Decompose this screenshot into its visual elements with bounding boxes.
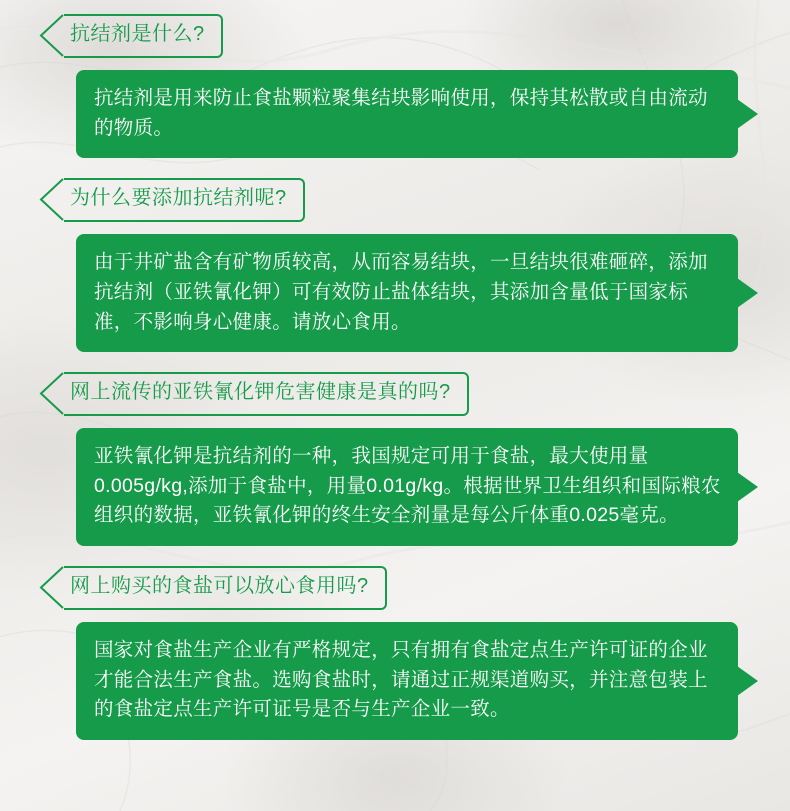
answer-text: 亚铁氰化钾是抗结剂的一种，我国规定可用于食盐，最大使用量0.005g/kg,添加于食盐中，用量0.01g/kg。根据世界卫生组织和国际粮农组织的数据，亚铁氰化钾的终生安全剂量是每公斤体重0.025毫克。	[94, 445, 721, 527]
question-bubble	[64, 372, 469, 416]
answer-bubble	[76, 234, 738, 352]
question-arrow-icon	[38, 14, 64, 58]
question-bubble	[64, 566, 387, 610]
question-text: 为什么要添加抗结剂呢?	[70, 187, 287, 210]
question-text: 网上购买的食盐可以放心食用吗?	[70, 575, 369, 597]
answer-arrow-icon	[738, 622, 760, 740]
question-row	[38, 178, 760, 222]
question-text: 网上流传的亚铁氰化钾危害健康是真的吗?	[70, 381, 451, 404]
answer-bubble	[76, 428, 738, 546]
question-arrow-icon	[38, 566, 64, 610]
faq-item	[38, 178, 760, 352]
answer-arrow-icon	[738, 70, 760, 158]
faq-item	[38, 566, 760, 740]
answer-text: 国家对食盐生产企业有严格规定，只有拥有食盐定点生产许可证的企业才能合法生产食盐。选购食盐时，请通过正规渠道购买，并注意包装上的食盐定点生产许可证号是否与生产企业一致。	[94, 639, 708, 721]
question-row	[38, 14, 760, 58]
answer-row	[76, 234, 760, 352]
question-arrow-icon	[38, 372, 64, 416]
question-arrow-icon	[38, 178, 64, 222]
question-bubble	[64, 178, 305, 222]
question-row	[38, 372, 760, 416]
answer-bubble	[76, 70, 738, 158]
answer-row	[76, 428, 760, 546]
answer-arrow-icon	[738, 428, 760, 546]
answer-row	[76, 70, 760, 158]
answer-bubble	[76, 622, 738, 740]
question-bubble	[64, 14, 223, 58]
faq-item	[38, 14, 760, 158]
answer-arrow-icon	[738, 234, 760, 352]
faq-item	[38, 372, 760, 546]
answer-row	[76, 622, 760, 740]
question-row	[38, 566, 760, 610]
answer-text: 由于井矿盐含有矿物质较高，从而容易结块，一旦结块很难砸碎，添加抗结剂（亚铁氰化钾）可有效防止盐体结块，其添加含量低于国家标准，不影响身心健康。请放心食用。	[94, 251, 708, 333]
answer-text: 抗结剂是用来防止食盐颗粒聚集结块影响使用，保持其松散或自由流动的物质。	[94, 87, 708, 139]
question-text: 抗结剂是什么?	[70, 23, 205, 45]
